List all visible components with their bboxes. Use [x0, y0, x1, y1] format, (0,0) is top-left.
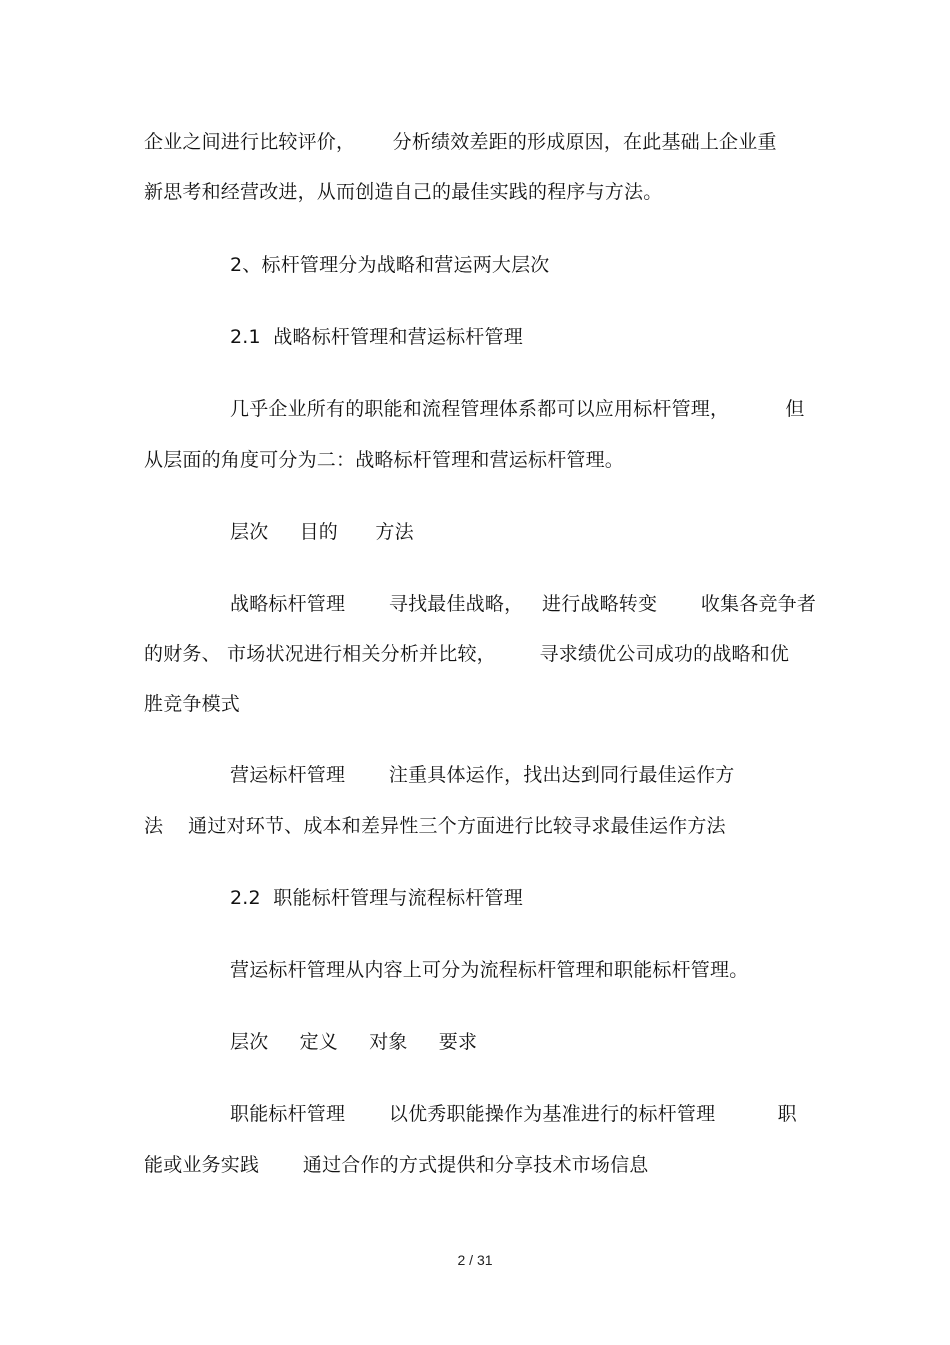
text-line-11: 营运标杆管理 注重具体运作，找出达到同行最佳运作方 [230, 764, 735, 786]
page-number: 2 / 31 [457, 1252, 493, 1268]
subsection-heading-2-1: 2.1 战略标杆管理和营运标杆管理 [230, 326, 523, 348]
table-header-row-1: 层次 目的 方法 [230, 521, 414, 543]
text-line-5: 几乎企业所有的职能和流程管理体系都可以应用标杆管理， 但 [230, 398, 805, 420]
text-line-8: 战略标杆管理 寻找最佳战略， 进行战略转变 收集各竞争者 [230, 593, 817, 615]
text-line-2: 新思考和经营改进，从而创造自己的最佳实践的程序与方法。 [144, 181, 663, 203]
text-line-10: 胜竞争模式 [144, 693, 241, 715]
section-heading-2: 2、标杆管理分为战略和营运两大层次 [230, 254, 550, 276]
text-line-17: 能或业务实践 通过合作的方式提供和分享技术市场信息 [144, 1154, 649, 1176]
table-header-row-2: 层次 定义 对象 要求 [230, 1031, 478, 1053]
text-line-14: 营运标杆管理从内容上可分为流程标杆管理和职能标杆管理。 [230, 959, 749, 981]
subsection-heading-2-2: 2.2 职能标杆管理与流程标杆管理 [230, 887, 523, 909]
text-line-6: 从层面的角度可分为二：战略标杆管理和营运标杆管理。 [144, 449, 625, 471]
text-line-9: 的财务、 市场状况进行相关分析并比较， 寻求绩优公司成功的战略和优 [144, 643, 790, 665]
text-line-12: 法 通过对环节、成本和差异性三个方面进行比较寻求最佳运作方法 [144, 815, 726, 837]
text-line-1: 企业之间进行比较评价， 分析绩效差距的形成原因，在此基础上企业重 [144, 131, 777, 153]
text-line-16: 职能标杆管理 以优秀职能操作为基准进行的标杆管理 职 [230, 1103, 797, 1125]
